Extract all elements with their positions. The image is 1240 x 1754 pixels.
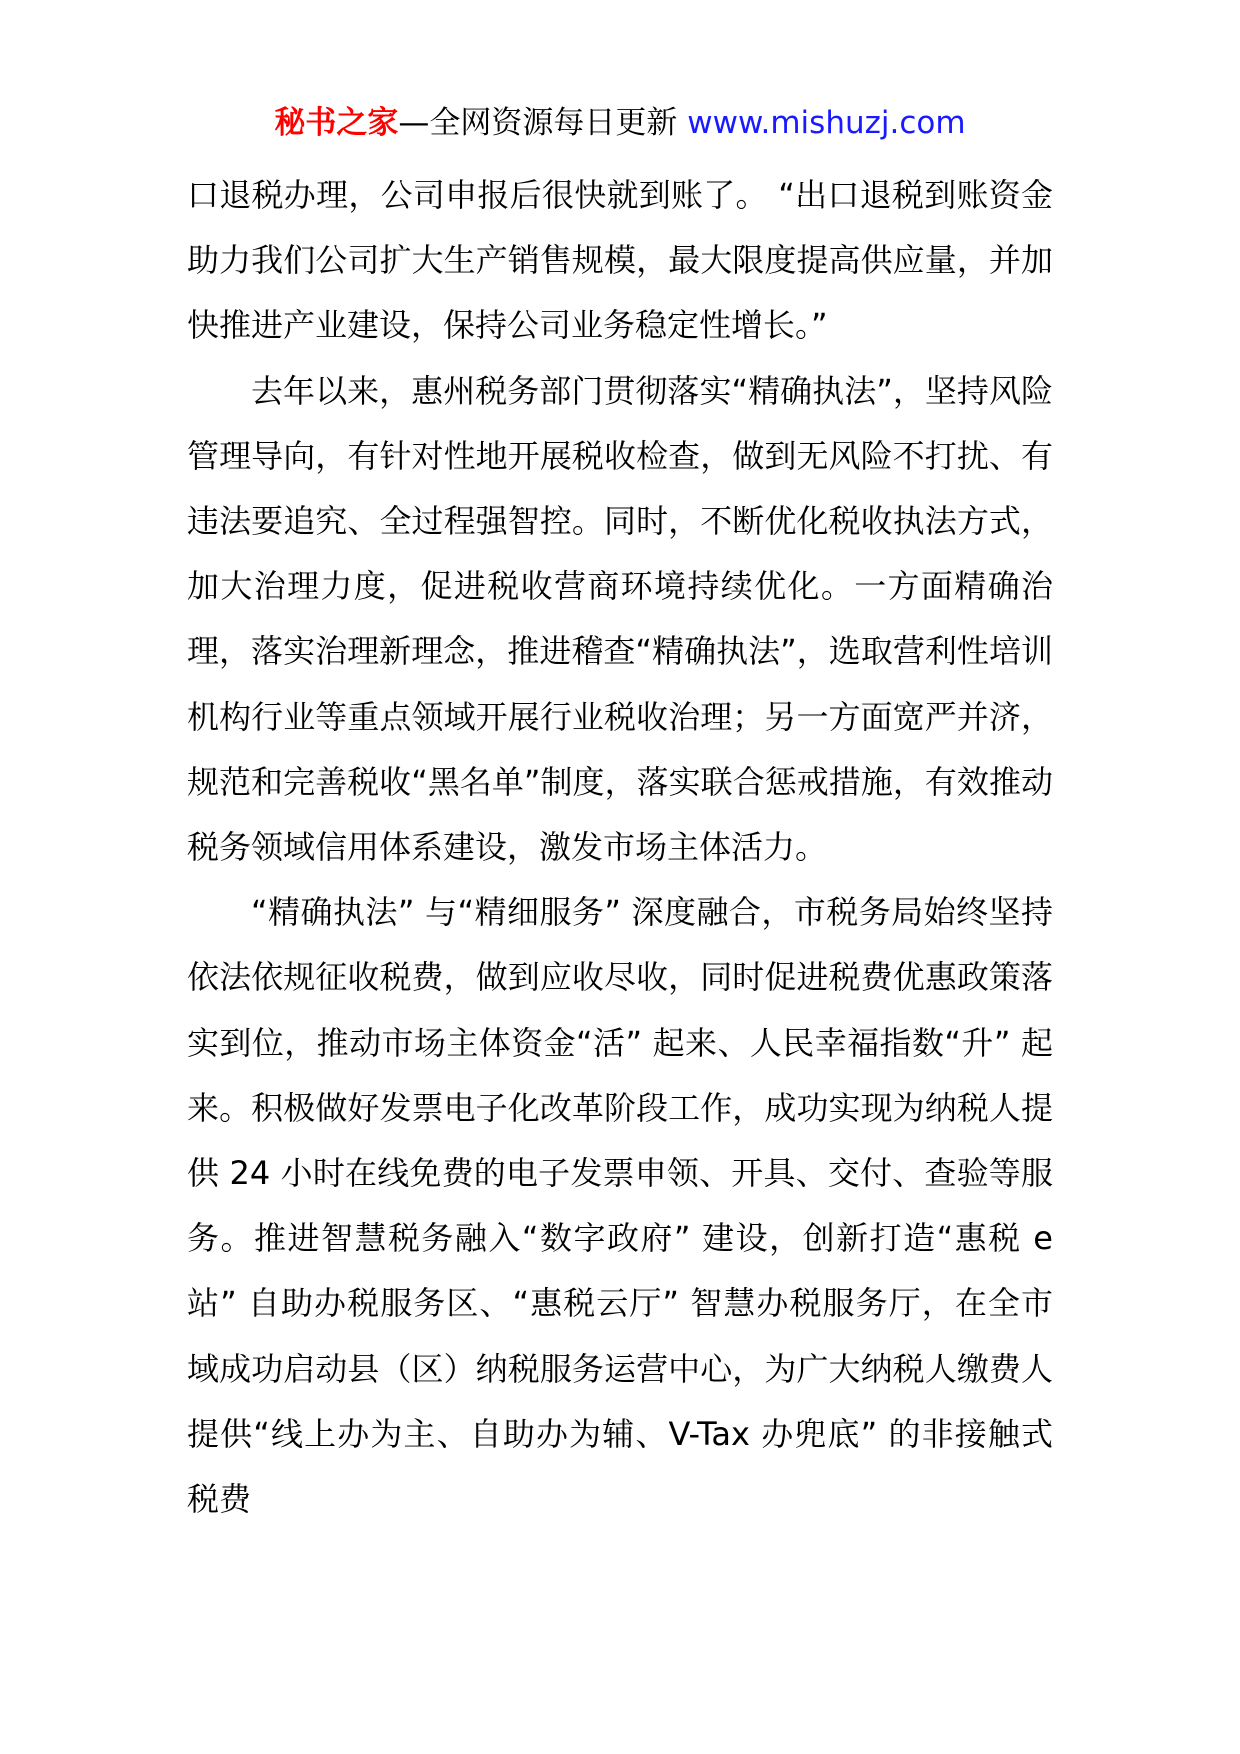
document-body <box>187 163 1053 1532</box>
paragraph: “精确执法” 与“精细服务” 深度融合，市税务局始终坚持依法依规征收税费，做到应收尽收，同时促进税费优惠政策落实到位，推动市场主体资金“活” 起来、人民幸福指数“升” 起来。积极做好发票电子化改革阶段工作，成功实现为纳税人提供 24 小时在线免费的电子发票申领、开具、交付、查验等服务。推进智慧税务融入“数字政府” 建设，创新打造“惠税 e 站” 自助办税服务区、“惠税云厅” 智慧办税服务厅，在全市域成功启动县（区）纳税服务运营中心，为广大纳税人缴费人提供“线上办为主、自助办为辅、V-Tax 办兜底” 的非接触式税费 <box>187 893 1053 1519</box>
paragraph: 去年以来，惠州税务部门贯彻落实“精确执法”，坚持风险管理导向，有针对性地开展税收检查，做到无风险不打扰、有违法要追究、全过程强智控。同时，不断优化税收执法方式，加大治理力度，促进税收营商环境持续优化。一方面精确治理，落实治理新理念，推进稽查“精确执法”，选取营利性培训机构行业等重点领域开展行业税收治理；另一方面宽严并济，规范和完善税收“黑名单”制度，落实联合惩戒措施，有效推动税务领域信用体系建设，激发市场主体活力。 <box>187 371 1053 867</box>
paragraph-continued: 口退税办理，公司申报后很快就到账了。 “出口退税到账资金助力我们公司扩大生产销售规模，最大限度提高供应量，并加快推进产业建设，保持公司业务稳定性增长。” <box>187 176 1053 345</box>
header-brand: 秘书之家 <box>274 105 399 141</box>
header-tagline: —全网资源每日更新 <box>398 105 688 141</box>
page-header <box>0 103 1240 143</box>
header-url-link[interactable]: www.mishuzj.com <box>687 105 966 141</box>
